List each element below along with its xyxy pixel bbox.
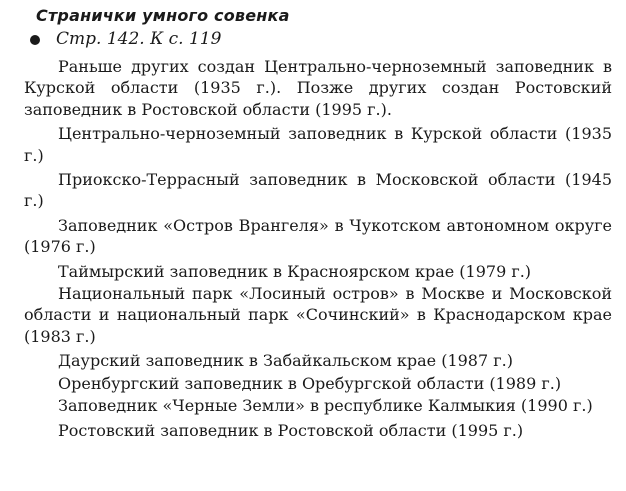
paragraph-summary: Раньше других создан Центрально-черноземный заповедник в Курской области (1935 г.). Позже других создан Ростовский заповедник в Ростовской области (1995 г.). (24, 57, 612, 119)
page-reference: Стр. 142. К с. 119 (56, 29, 222, 49)
list-item: Центрально-черноземный заповедник в Курской области (1935 г.) (24, 124, 612, 165)
answer-text (24, 56, 612, 444)
list-item: Ростовский заповедник в Ростовской области (1995 г.) (58, 420, 524, 440)
list-item: Приокско-Террасный заповедник в Московской области (1945 г.) (24, 170, 612, 211)
list-item: Заповедник «Черные Земли» в республике Калмыкия (1990 г.) (58, 396, 593, 416)
list-item: Таймырский заповедник в Красноярском крае (1979 г.) (58, 261, 532, 281)
list-item: Оренбургский заповедник в Оребургской области (1989 г.) (58, 373, 562, 393)
list-item: Национальный парк «Лосиный остров» в Москве и Московской области и национальный парк «Сочинский» в Краснодарском крае (1983 г.) (24, 284, 612, 346)
list-item: Даурский заповедник в Забайкальском крае (1987 г.) (58, 351, 513, 371)
list-item: Заповедник «Остров Врангеля» в Чукотском автономном округе (1976 г.) (24, 215, 612, 257)
section-heading: Странички умного совенка (36, 6, 290, 25)
bullet-icon (30, 35, 40, 45)
